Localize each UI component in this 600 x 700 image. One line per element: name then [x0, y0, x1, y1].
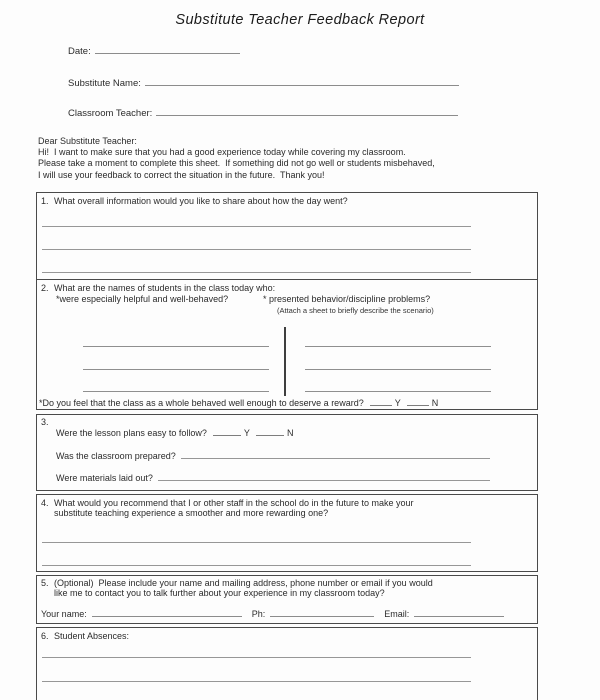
question-2-row	[37, 280, 537, 293]
yes-blank-line	[213, 427, 241, 436]
student-name-line	[305, 391, 491, 392]
question-6-row	[37, 628, 537, 641]
date-label: Date:	[68, 46, 91, 57]
no-label: N	[431, 398, 439, 408]
student-name-line	[305, 369, 491, 370]
date-blank-line	[95, 44, 240, 54]
student-name-line	[83, 391, 269, 392]
intro-line: I will use your feedback to correct the situation in the future. Thank you!	[38, 169, 325, 180]
no-blank-line	[407, 397, 429, 406]
answer-line	[42, 565, 471, 566]
classroom-teacher-blank-line	[156, 106, 458, 116]
answer-line	[42, 272, 471, 273]
column-divider	[284, 327, 286, 396]
email-label: Email:	[384, 609, 410, 619]
question-2-text: What are the names of students in the class today who:	[54, 283, 276, 293]
question-6-number: 6.	[41, 631, 49, 641]
yes-label: Y	[243, 428, 250, 438]
question-1-number: 1.	[41, 196, 49, 206]
question-4-row	[37, 495, 537, 508]
contact-fields-row	[41, 607, 529, 619]
question-1-text: What overall information would you like to share about how the day went?	[54, 196, 348, 206]
section-4	[36, 494, 538, 572]
question-5-text-line1: (Optional) Please include your name and mailing address, phone number or email if you would	[54, 578, 433, 588]
classroom-teacher-label: Classroom Teacher:	[68, 108, 153, 119]
materials-row	[56, 471, 490, 483]
question-5-row	[37, 576, 537, 588]
section-2	[37, 279, 537, 409]
lesson-plans-question: Were the lesson plans easy to follow?	[56, 428, 207, 438]
feedback-form	[36, 192, 538, 700]
answer-line	[42, 657, 471, 658]
no-blank-line	[256, 427, 284, 436]
answer-line	[158, 471, 490, 481]
substitute-name-field	[68, 76, 459, 89]
email-blank-line	[414, 607, 504, 617]
helpful-column-heading: *were especially helpful and well-behaved?	[56, 294, 229, 304]
classroom-teacher-field	[68, 106, 458, 119]
student-name-line	[305, 346, 491, 347]
section-3	[36, 414, 538, 491]
problems-column-heading: * presented behavior/discipline problems?	[263, 294, 431, 304]
yes-blank-line	[370, 397, 392, 406]
answer-line	[42, 681, 471, 682]
section-6	[36, 627, 538, 700]
student-name-line	[83, 369, 269, 370]
reward-question-row	[39, 397, 438, 408]
intro-line: Please take a moment to complete this sheet. If something did not go well or students misbehaved,	[38, 158, 435, 169]
classroom-prepared-row	[56, 449, 490, 461]
your-name-label: Your name:	[41, 609, 87, 619]
question-4-text-line1: What would you recommend that I or other staff in the school do in the future to make your	[54, 498, 414, 508]
section-5	[36, 575, 538, 624]
lesson-plans-row	[56, 427, 293, 438]
question-5-text-line2: like me to contact you to talk further about your experience in my classroom today?	[54, 588, 385, 598]
intro-line: Hi! I want to make sure that you had a good experience today while covering my classroom.	[38, 147, 406, 158]
no-label: N	[286, 428, 294, 438]
question-3-number: 3.	[41, 417, 49, 427]
question-4-text-line2: substitute teaching experience a smoother and more rewarding one?	[54, 508, 329, 518]
question-2-number: 2.	[41, 283, 49, 293]
section-1-2-box	[36, 192, 538, 410]
question-5-number: 5.	[41, 578, 49, 588]
answer-line	[181, 449, 490, 459]
intro-paragraph	[38, 136, 435, 181]
question-1-row	[37, 193, 537, 206]
materials-label: Were materials laid out?	[56, 473, 153, 483]
student-name-line	[83, 346, 269, 347]
substitute-name-label: Substitute Name:	[68, 78, 141, 89]
reward-question: *Do you feel that the class as a whole behaved well enough to deserve a reward?	[39, 398, 364, 408]
answer-line	[42, 249, 471, 250]
phone-blank-line	[270, 607, 374, 617]
answer-line	[42, 226, 471, 227]
answer-line	[42, 542, 471, 543]
section-1	[37, 193, 537, 279]
attach-note: (Attach a sheet to briefly describe the scenario)	[277, 306, 434, 315]
substitute-name-blank-line	[145, 76, 459, 86]
yes-label: Y	[394, 398, 401, 408]
question-6-text: Student Absences:	[54, 631, 130, 641]
classroom-prepared-label: Was the classroom prepared?	[56, 451, 176, 461]
page-title: Substitute Teacher Feedback Report	[175, 12, 425, 28]
date-field	[68, 44, 240, 57]
phone-label: Ph:	[251, 609, 266, 619]
your-name-blank-line	[92, 607, 242, 617]
question-4-number: 4.	[41, 498, 49, 508]
intro-salutation: Dear Substitute Teacher:	[38, 136, 137, 146]
